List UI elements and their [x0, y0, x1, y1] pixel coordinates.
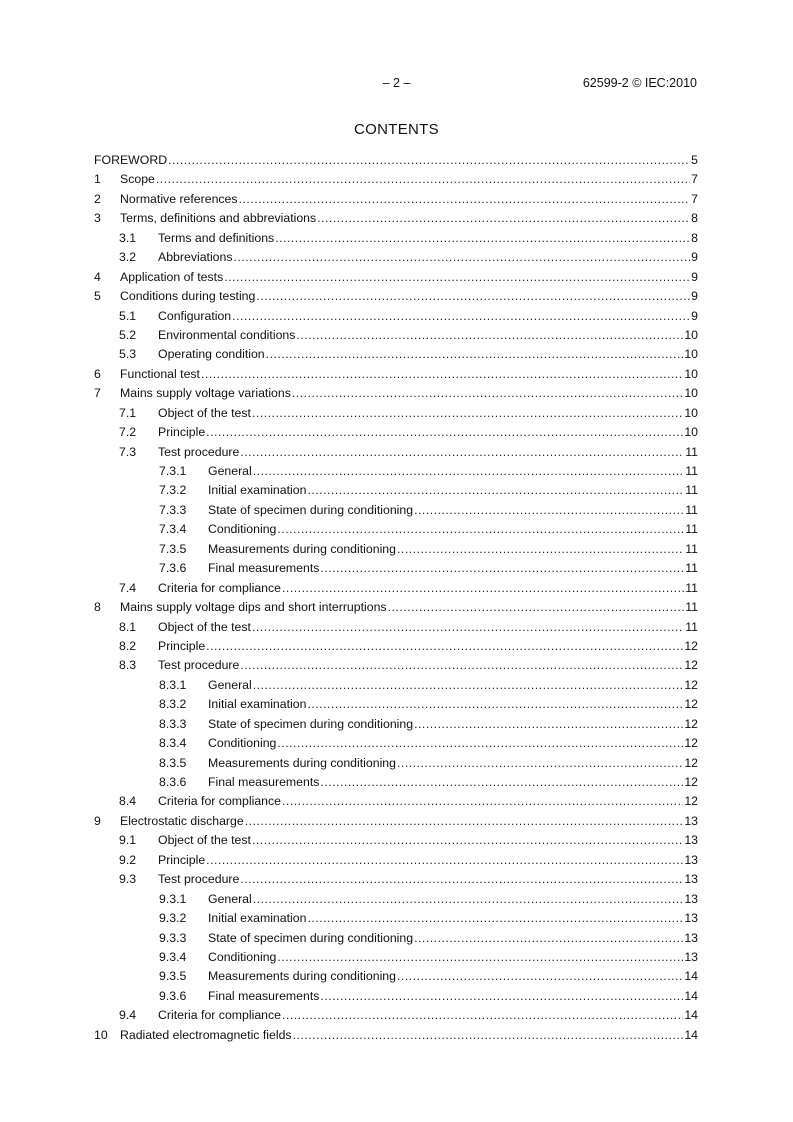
- toc-leader-dots: [282, 579, 684, 598]
- toc-entry[interactable]: [94, 579, 698, 598]
- toc-entry-label: Terms and definitions: [158, 230, 275, 245]
- toc-leader-dots: [414, 929, 683, 948]
- toc-entry-page: 13: [684, 872, 698, 887]
- toc-entry-number: 8.2: [119, 638, 137, 653]
- toc-entry[interactable]: [94, 481, 698, 500]
- toc-leader-dots: [277, 520, 684, 539]
- toc-entry-page: 9: [691, 289, 698, 304]
- toc-entry-number: 10: [94, 1027, 108, 1042]
- toc-entry[interactable]: [94, 404, 698, 423]
- toc-entry-label: Measurements during conditioning: [208, 755, 396, 770]
- toc-entry[interactable]: [94, 248, 698, 267]
- toc-entry-label: Measurements during conditioning: [208, 541, 396, 556]
- toc-entry-label: Mains supply voltage dips and short interruptions: [120, 600, 387, 615]
- toc-entry-number: 7.3: [119, 444, 137, 459]
- page-title: CONTENTS: [354, 121, 439, 138]
- toc-entry[interactable]: [94, 715, 698, 734]
- toc-entry-number: 8.3.3: [159, 716, 187, 731]
- toc-entry[interactable]: [94, 365, 698, 384]
- toc-leader-dots: [293, 1026, 684, 1045]
- toc-entry-number: 8.3.2: [159, 697, 187, 712]
- toc-entry-page: 10: [684, 425, 698, 440]
- toc-entry[interactable]: [94, 170, 698, 189]
- toc-entry-page: 14: [684, 969, 698, 984]
- toc-entry-number: 9.3.4: [159, 949, 187, 964]
- toc-entry-number: 8.3.6: [159, 775, 187, 789]
- toc-entry-page: 12: [684, 658, 698, 673]
- toc-entry[interactable]: [94, 209, 698, 228]
- toc-entry[interactable]: [94, 287, 698, 306]
- toc-entry-label: Object of the test: [158, 405, 251, 420]
- toc-entry-number: 8.3.1: [159, 677, 187, 692]
- toc-entry-label: State of specimen during conditioning: [208, 716, 414, 731]
- toc-entry-number: 8.3.4: [159, 736, 187, 751]
- toc-entry-number: 5.1: [119, 308, 137, 323]
- toc-entry-label: Environmental conditions: [158, 327, 296, 342]
- toc-entry-label: Final measurements: [208, 775, 320, 789]
- toc-entry-page: 12: [684, 638, 698, 653]
- toc-entry-page: 8: [691, 230, 698, 245]
- toc-entry-page: 11: [685, 502, 698, 517]
- toc-entry-page: 9: [691, 308, 698, 323]
- toc-entry[interactable]: [94, 501, 698, 520]
- toc-entry-number: 8.4: [119, 794, 137, 809]
- toc-leader-dots: [253, 676, 684, 695]
- toc-entry[interactable]: [94, 987, 698, 1006]
- toc-leader-dots: [206, 423, 683, 442]
- toc-entry[interactable]: [94, 520, 698, 539]
- toc-entry-label: Normative references: [120, 191, 238, 206]
- toc-entry-page: 13: [684, 852, 698, 867]
- toc-leader-dots: [252, 404, 683, 423]
- toc-entry-number: 2: [94, 191, 101, 206]
- toc-entry-label: General: [208, 677, 252, 692]
- toc-leader-dots: [232, 307, 690, 326]
- toc-entry-number: 8.3: [119, 658, 137, 673]
- toc-entry-label: Test procedure: [158, 444, 240, 459]
- toc-leader-dots: [277, 734, 683, 753]
- toc-entry-number: 9.3.6: [159, 988, 187, 1003]
- toc-entry-page: 14: [684, 1008, 698, 1023]
- toc-leader-dots: [320, 773, 683, 792]
- toc-entry-page: 11: [685, 619, 698, 634]
- toc-entry-label: Application of tests: [120, 269, 224, 284]
- toc-entry[interactable]: [94, 618, 698, 637]
- toc-entry[interactable]: [94, 792, 698, 811]
- toc-leader-dots: [240, 656, 683, 675]
- toc-entry[interactable]: [94, 851, 698, 870]
- toc-entry-page: 13: [684, 813, 698, 828]
- toc-leader-dots: [253, 462, 684, 481]
- toc-entry-number: 7.1: [119, 405, 137, 420]
- toc-entry-label: Final measurements: [208, 561, 320, 576]
- toc-entry-label: Criteria for compliance: [158, 580, 282, 595]
- toc-entry-label: Configuration: [158, 308, 232, 323]
- toc-entry-label: Object of the test: [158, 619, 251, 634]
- toc-entry[interactable]: [94, 540, 698, 559]
- toc-entry[interactable]: [94, 676, 698, 695]
- toc-entry-page: 12: [684, 775, 698, 789]
- toc-entry-label: Mains supply voltage variations: [120, 386, 291, 401]
- toc-entry-label: Conditioning: [208, 949, 277, 964]
- toc-entry[interactable]: [94, 967, 698, 986]
- toc-entry[interactable]: [94, 462, 698, 481]
- toc-entry[interactable]: [94, 909, 698, 928]
- toc-entry-page: 8: [691, 211, 698, 226]
- toc-entry-page: 13: [684, 891, 698, 906]
- toc-entry-number: 9: [94, 813, 101, 828]
- toc-entry-number: 8.1: [119, 619, 137, 634]
- toc-entry[interactable]: [94, 831, 698, 850]
- toc-entry-label: Criteria for compliance: [158, 794, 282, 809]
- toc-entry[interactable]: [94, 929, 698, 948]
- table-of-contents: [94, 151, 698, 1045]
- toc-entry-number: 7.3.2: [159, 483, 187, 498]
- toc-leader-dots: [275, 229, 690, 248]
- toc-entry[interactable]: [94, 948, 698, 967]
- toc-entry-label: Object of the test: [158, 833, 251, 848]
- toc-leader-dots: [320, 987, 683, 1006]
- toc-entry-number: 3: [94, 211, 101, 226]
- toc-entry-label: Final measurements: [208, 988, 320, 1003]
- toc-entry-page: 10: [684, 327, 698, 342]
- toc-entry-label: Conditions during testing: [120, 289, 256, 304]
- toc-entry-number: 7.3.6: [159, 561, 187, 576]
- toc-entry-page: 13: [684, 911, 698, 926]
- toc-leader-dots: [266, 345, 684, 364]
- toc-entry-number: 9.3.2: [159, 911, 187, 926]
- toc-entry-page: 9: [691, 269, 698, 284]
- toc-entry-label: Measurements during conditioning: [208, 969, 396, 984]
- toc-leader-dots: [292, 384, 683, 403]
- toc-entry-page: 12: [684, 716, 698, 731]
- toc-entry-number: 7: [94, 386, 101, 401]
- toc-entry[interactable]: [94, 326, 698, 345]
- toc-entry-label: Scope: [120, 172, 155, 187]
- toc-leader-dots: [234, 248, 691, 267]
- toc-entry-number: 9.3: [119, 872, 137, 887]
- toc-entry-label: Initial examination: [208, 483, 307, 498]
- toc-entry[interactable]: [94, 307, 698, 326]
- toc-leader-dots: [206, 851, 683, 870]
- toc-entry-number: 7.3.3: [159, 502, 187, 517]
- toc-entry-label: Conditioning: [208, 522, 277, 537]
- toc-entry-number: 7.3.4: [159, 522, 187, 537]
- toc-entry-page: 11: [685, 464, 698, 478]
- toc-entry-label: Electrostatic discharge: [120, 813, 244, 828]
- toc-entry[interactable]: [94, 890, 698, 909]
- toc-entry-number: 7.3.1: [159, 464, 187, 478]
- toc-entry[interactable]: [94, 1026, 698, 1045]
- toc-leader-dots: [296, 326, 683, 345]
- standard-reference: 62599-2 © IEC:2010: [582, 76, 697, 90]
- toc-entry[interactable]: [94, 656, 698, 675]
- toc-entry[interactable]: [94, 190, 698, 209]
- toc-leader-dots: [206, 637, 683, 656]
- toc-entry-number: 5.3: [119, 347, 137, 362]
- toc-entry-label: Test procedure: [158, 658, 240, 673]
- toc-entry[interactable]: [94, 695, 698, 714]
- toc-entry[interactable]: [94, 773, 698, 792]
- toc-entry-page: 12: [684, 755, 698, 770]
- toc-entry-page: 10: [684, 366, 698, 381]
- toc-entry-page: 10: [684, 347, 698, 362]
- toc-entry[interactable]: [94, 637, 698, 656]
- toc-leader-dots: [307, 909, 683, 928]
- toc-entry-label: Conditioning: [208, 736, 277, 751]
- toc-entry[interactable]: [94, 151, 698, 170]
- toc-leader-dots: [156, 170, 690, 189]
- toc-leader-dots: [317, 209, 690, 228]
- toc-entry-page: 10: [684, 386, 698, 401]
- toc-entry[interactable]: [94, 734, 698, 753]
- toc-entry-page: 12: [684, 736, 698, 751]
- toc-entry-number: 7.2: [119, 425, 137, 440]
- toc-leader-dots: [253, 890, 684, 909]
- toc-entry-number: 9.4: [119, 1008, 137, 1023]
- toc-leader-dots: [282, 1006, 683, 1025]
- toc-entry[interactable]: [94, 754, 698, 773]
- toc-entry-page: 13: [684, 833, 698, 848]
- toc-leader-dots: [252, 618, 684, 637]
- toc-entry[interactable]: [94, 268, 698, 287]
- toc-entry-page: 11: [685, 522, 698, 537]
- toc-entry-label: FOREWORD: [94, 153, 168, 167]
- page-number: – 2 –: [382, 76, 411, 90]
- toc-entry-label: Functional test: [120, 366, 200, 381]
- toc-leader-dots: [320, 559, 684, 578]
- toc-entry-number: 3.2: [119, 250, 137, 265]
- toc-entry-number: 7.3.5: [159, 541, 187, 556]
- toc-entry[interactable]: [94, 559, 698, 578]
- toc-entry[interactable]: [94, 443, 698, 462]
- toc-entry-label: Principle: [158, 425, 206, 440]
- toc-entry-page: 13: [684, 930, 698, 945]
- toc-entry-label: Radiated electromagnetic fields: [120, 1027, 292, 1042]
- toc-entry-number: 4: [94, 269, 101, 284]
- toc-entry-label: Abbreviations: [158, 250, 233, 265]
- toc-entry-page: 12: [684, 697, 698, 712]
- toc-entry[interactable]: [94, 345, 698, 364]
- toc-leader-dots: [168, 151, 690, 170]
- toc-leader-dots: [397, 967, 683, 986]
- toc-entry-number: 9.3.3: [159, 930, 187, 945]
- toc-leader-dots: [256, 287, 690, 306]
- toc-entry[interactable]: [94, 229, 698, 248]
- toc-leader-dots: [277, 948, 683, 967]
- toc-entry-label: Test procedure: [158, 872, 240, 887]
- toc-entry-page: 11: [685, 600, 698, 615]
- toc-leader-dots: [414, 501, 684, 520]
- toc-leader-dots: [414, 715, 683, 734]
- toc-leader-dots: [397, 540, 684, 559]
- toc-entry[interactable]: [94, 384, 698, 403]
- toc-entry-number: 8: [94, 600, 101, 615]
- toc-entry-page: 11: [685, 541, 698, 556]
- toc-entry[interactable]: [94, 1006, 698, 1025]
- toc-entry-page: 13: [684, 949, 698, 964]
- toc-leader-dots: [282, 792, 683, 811]
- toc-entry[interactable]: [94, 423, 698, 442]
- toc-entry-page: 9: [691, 250, 698, 265]
- toc-entry-number: 9.3.5: [159, 969, 187, 984]
- toc-entry-label: Operating condition: [158, 347, 265, 362]
- toc-entry-page: 14: [684, 1027, 698, 1042]
- toc-entry-number: 6: [94, 366, 101, 381]
- toc-leader-dots: [224, 268, 690, 287]
- toc-leader-dots: [240, 443, 684, 462]
- toc-entry-page: 10: [684, 405, 698, 420]
- toc-entry-label: State of specimen during conditioning: [208, 502, 414, 517]
- toc-leader-dots: [388, 598, 685, 617]
- toc-leader-dots: [252, 831, 683, 850]
- toc-entry-number: 3.1: [119, 230, 137, 245]
- toc-leader-dots: [245, 812, 684, 831]
- toc-entry-page: 11: [685, 580, 698, 595]
- toc-entry[interactable]: [94, 812, 698, 831]
- toc-entry-number: 1: [94, 172, 101, 187]
- toc-entry-label: Principle: [158, 638, 206, 653]
- toc-leader-dots: [307, 695, 683, 714]
- toc-entry-number: 5.2: [119, 327, 137, 342]
- toc-entry-label: State of specimen during conditioning: [208, 930, 414, 945]
- toc-entry-label: Initial examination: [208, 697, 307, 712]
- toc-entry[interactable]: [94, 598, 698, 617]
- toc-entry-number: 9.2: [119, 852, 137, 867]
- toc-entry-page: 11: [685, 483, 698, 498]
- toc-leader-dots: [239, 190, 691, 209]
- toc-leader-dots: [397, 754, 683, 773]
- toc-entry-page: 14: [684, 988, 698, 1003]
- toc-entry-label: Principle: [158, 852, 206, 867]
- toc-entry-page: 11: [685, 561, 698, 576]
- toc-entry-page: 5: [691, 153, 698, 167]
- toc-entry-label: Criteria for compliance: [158, 1008, 282, 1023]
- toc-leader-dots: [307, 481, 684, 500]
- toc-entry-label: General: [208, 891, 252, 906]
- toc-leader-dots: [201, 365, 683, 384]
- toc-entry-label: Terms, definitions and abbreviations: [120, 211, 317, 226]
- toc-entry-page: 7: [691, 172, 698, 187]
- toc-entry-label: Initial examination: [208, 911, 307, 926]
- toc-entry-page: 12: [684, 794, 698, 809]
- toc-leader-dots: [240, 870, 683, 889]
- toc-entry-number: 8.3.5: [159, 755, 187, 770]
- toc-entry-page: 12: [684, 677, 698, 692]
- toc-entry-label: General: [208, 464, 252, 478]
- toc-entry-number: 7.4: [119, 580, 137, 595]
- toc-entry-page: 11: [685, 444, 698, 459]
- toc-entry-page: 7: [691, 191, 698, 206]
- toc-entry-number: 9.1: [119, 833, 137, 848]
- toc-entry-number: 5: [94, 289, 101, 304]
- toc-entry[interactable]: [94, 870, 698, 889]
- toc-entry-number: 9.3.1: [159, 891, 187, 906]
